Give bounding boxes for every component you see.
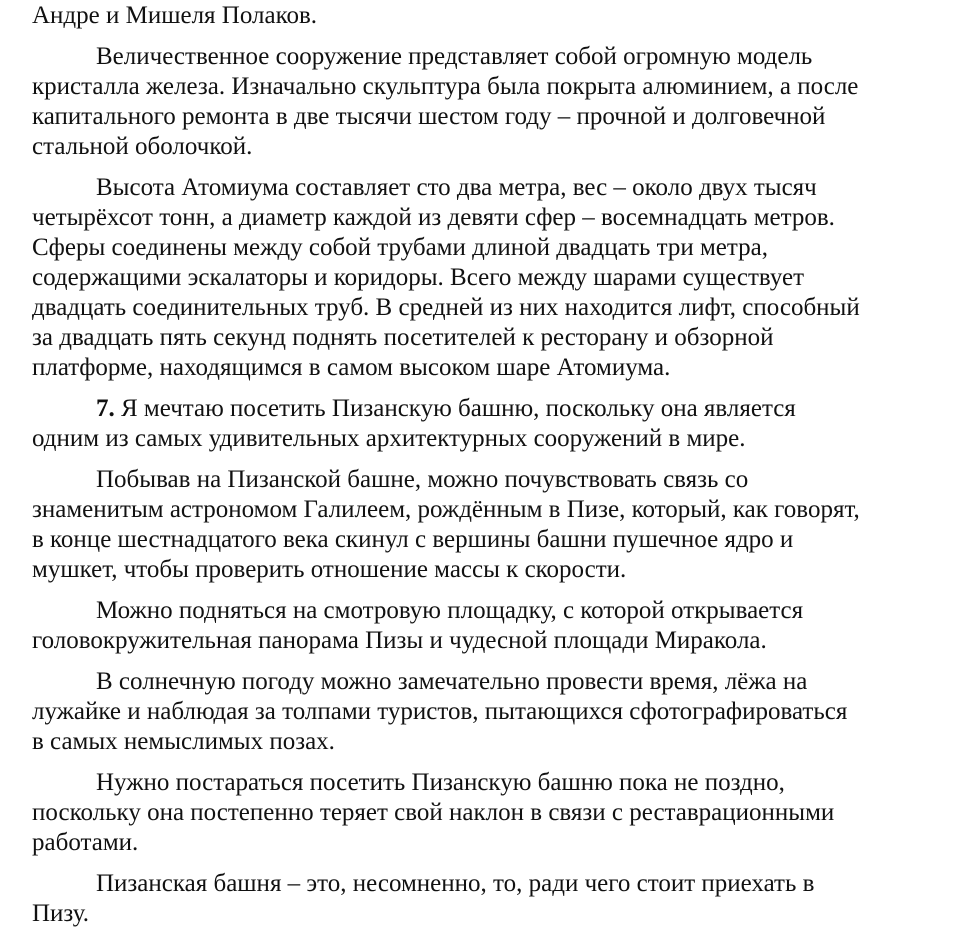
paragraph (32, 173, 940, 383)
text-line: в самых немыслимых позах. (32, 728, 335, 755)
text-line: в конце шестнадцатого века скинул с вершины башни пушечное ядро и (32, 526, 794, 553)
text-line: двадцать соединительных труб. В средней из них находится лифт, способный (32, 294, 860, 321)
document-page (0, 1, 960, 935)
text-line: Пизанская башня – это, несомненно, то, ради чего стоит приехать в (96, 870, 815, 897)
text-line: Нужно постараться посетить Пизанскую башню пока не поздно, (96, 769, 785, 796)
text-line: стальной оболочкой. (32, 133, 253, 160)
text-line: четырёхсот тонн, а диаметр каждой из девяти сфер – восемнадцать метров. (32, 204, 835, 231)
paragraph (32, 869, 940, 929)
text-line: кристалла железа. Изначально скульптура была покрыта алюминием, а после (32, 73, 859, 100)
text-line: Побывав на Пизанской башне, можно почувствовать связь со (96, 466, 749, 493)
text-line: Можно подняться на смотровую площадку, с которой открывается (96, 597, 804, 624)
text-line: головокружительная панорама Пизы и чудесной площади Миракола. (32, 627, 767, 654)
item-number: 7. (96, 395, 115, 422)
text-line: Сферы соединены между собой трубами длиной двадцать три метра, (32, 234, 768, 261)
text-line: мушкет, чтобы проверить отношение массы к скорости. (32, 556, 627, 583)
text-line (32, 394, 940, 424)
paragraph (32, 768, 940, 858)
text-line-content: Я мечтаю посетить Пизанскую башню, поскольку она является (114, 395, 796, 422)
text-line: Пизу. (32, 900, 90, 927)
paragraph (32, 1, 940, 31)
text-line: В солнечную погоду можно замечательно провести время, лёжа на (96, 668, 808, 695)
paragraph (32, 596, 940, 656)
paragraph (32, 667, 940, 757)
text-line: за двадцать пять секунд поднять посетителей к ресторану и обзорной (32, 324, 774, 351)
text-line: Андре и Мишеля Полаков. (32, 2, 318, 29)
paragraph (32, 394, 940, 454)
text-line: работами. (32, 829, 139, 856)
text-line: капитального ремонта в две тысячи шестом году – прочной и долговечной (32, 103, 826, 130)
text-line: содержащими эскалаторы и коридоры. Всего между шарами существует (32, 264, 805, 291)
paragraph (32, 465, 940, 585)
text-line: знаменитым астрономом Галилеем, рождённым в Пизе, который, как говорят, (32, 496, 860, 523)
text-line: лужайке и наблюдая за толпами туристов, пытающихся сфотографироваться (32, 698, 848, 725)
text-line: поскольку она постепенно теряет свой наклон в связи с реставрационными (32, 799, 835, 826)
text-line: одним из самых удивительных архитектурных сооружений в мире. (32, 425, 746, 452)
text-line: платформе, находящимся в самом высоком шаре Атомиума. (32, 354, 671, 381)
paragraph (32, 42, 940, 162)
text-line: Высота Атомиума составляет сто два метра, вес – около двух тысяч (96, 174, 817, 201)
text-line: Величественное сооружение представляет собой огромную модель (96, 43, 813, 70)
